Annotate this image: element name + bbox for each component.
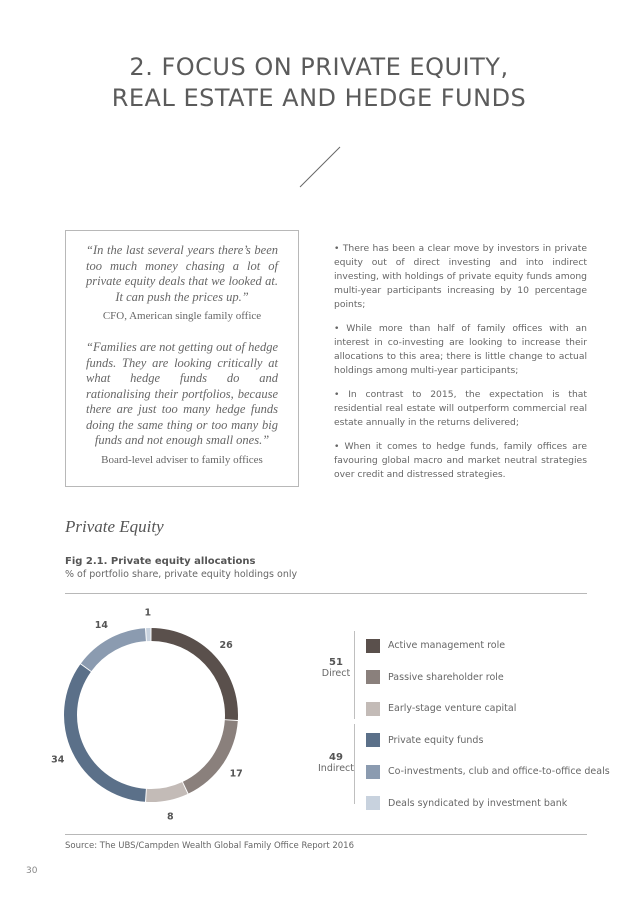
slice-value-label: 34 xyxy=(51,754,65,766)
quote-box xyxy=(65,230,299,487)
donut-slice xyxy=(64,664,146,802)
legend-swatch xyxy=(366,796,380,810)
legend-item xyxy=(366,788,610,820)
chart-legend xyxy=(366,630,610,819)
page-title-line-1: 2. FOCUS ON PRIVATE EQUITY, xyxy=(129,53,509,81)
legend-label: Early-stage venture capital xyxy=(388,703,517,715)
group-direct-label: Direct xyxy=(321,668,351,679)
decorative-slash xyxy=(298,146,342,188)
legend-label: Passive shareholder role xyxy=(388,671,504,683)
quote-attribution: Board-level adviser to family offices xyxy=(101,453,263,466)
donut-slice xyxy=(146,782,188,802)
group-indirect-bracket xyxy=(354,724,355,804)
legend-item xyxy=(366,662,610,694)
bullet-list xyxy=(334,242,587,492)
slice-value-label: 1 xyxy=(144,607,152,619)
figure-title: Fig 2.1. Private equity allocations xyxy=(65,556,256,567)
donut-chart xyxy=(30,600,290,830)
legend-label: Deals syndicated by investment bank xyxy=(388,797,568,809)
legend-swatch xyxy=(366,702,380,716)
page-title xyxy=(0,52,638,114)
slice-value-label: 14 xyxy=(94,620,108,632)
legend-swatch xyxy=(366,670,380,684)
slice-value-label: 17 xyxy=(229,768,243,780)
quote-attribution: CFO, American single family office xyxy=(102,310,262,322)
page-number: 30 xyxy=(26,866,38,876)
quote-text: “In the last several years there’s been too much money chasing a lot of private equity deals that we looked at. It can push the prices up.” xyxy=(86,243,278,304)
legend-swatch xyxy=(366,765,380,779)
figure-bottom-rule xyxy=(65,834,587,835)
figure-source: Source: The UBS/Campden Wealth Global Family Office Report 2016 xyxy=(65,841,354,851)
legend-item xyxy=(366,693,610,725)
section-title: Private Equity xyxy=(65,517,164,536)
figure-subtitle: % of portfolio share, private equity holdings only xyxy=(65,569,298,580)
group-indirect xyxy=(306,752,366,774)
quote-text: “Families are not getting out of hedge funds. They are looking critically at what hedge funds do and rationalising their portfolios, because there are just too many hedge funds doing the same thing or too many big funds and not enough small ones.” xyxy=(86,340,278,447)
figure-top-rule xyxy=(65,593,587,594)
legend-item xyxy=(366,756,610,788)
page-title-line-2: REAL ESTATE AND HEDGE FUNDS xyxy=(111,84,527,112)
legend-swatch xyxy=(366,639,380,653)
group-indirect-label: Indirect xyxy=(318,763,354,774)
legend-label: Active management role xyxy=(388,640,506,652)
group-direct xyxy=(306,657,366,679)
legend-item xyxy=(366,725,610,757)
group-direct-bracket xyxy=(354,631,355,719)
donut-slice xyxy=(146,628,150,641)
bullet-item: • In contrast to 2015, the expectation is that residential real estate will outperform commercial real estate annually in the returns delivered; xyxy=(334,389,587,428)
slice-value-label: 26 xyxy=(219,639,233,651)
bullet-item: • When it comes to hedge funds, family offices are favouring global macro and market neutral strategies over credit and distressed strategies. xyxy=(334,441,587,480)
group-direct-value: 51 xyxy=(329,657,343,668)
legend-swatch xyxy=(366,733,380,747)
legend-item xyxy=(366,630,610,662)
legend-label: Co-investments, club and office-to-office deals xyxy=(388,766,610,778)
slice-value-label: 8 xyxy=(166,811,174,823)
donut-slice xyxy=(183,720,238,793)
group-indirect-value: 49 xyxy=(329,752,343,763)
bullet-item: • There has been a clear move by investors in private equity out of direct investing and into indirect investing, with holdings of private equity funds among multi-year participants increasing by 10 percentage points; xyxy=(334,243,587,310)
donut-slice xyxy=(81,628,146,671)
legend-label: Private equity funds xyxy=(388,734,484,746)
bullet-item: • While more than half of family offices with an interest in co-investing are looking to increase their allocations to this area; there is little change to actual holdings among multi-year participants; xyxy=(334,323,587,376)
